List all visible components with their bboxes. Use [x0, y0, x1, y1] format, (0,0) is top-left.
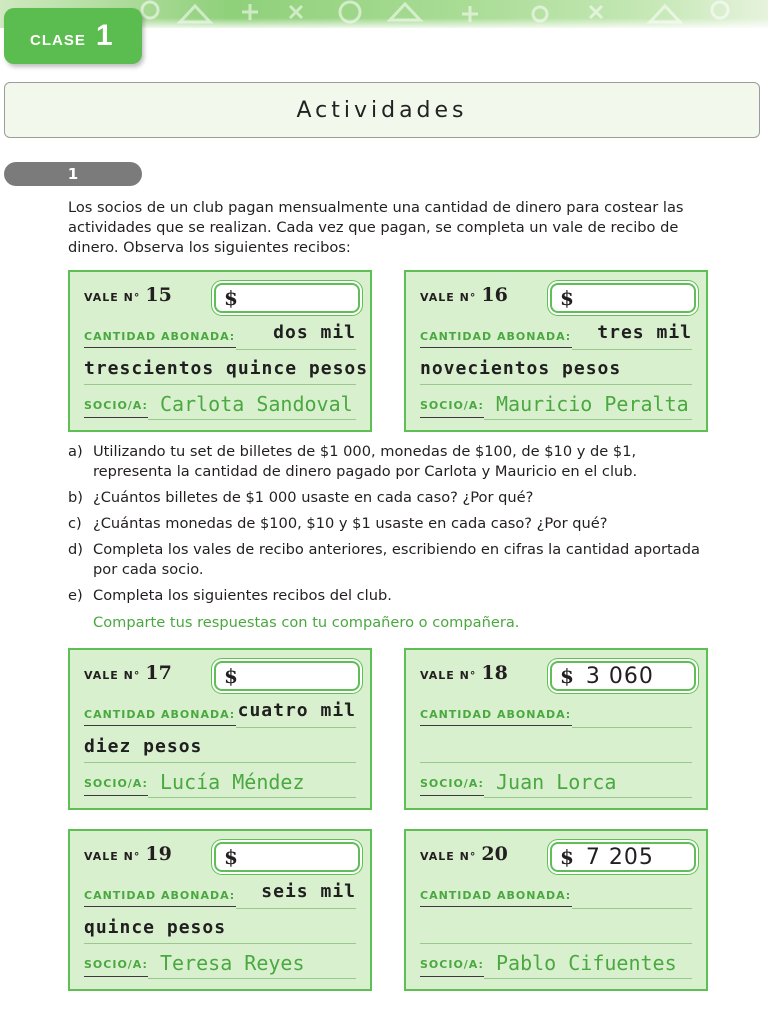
- activity-number-pill: [4, 162, 142, 186]
- question-item: [68, 514, 708, 534]
- vale-15: [68, 270, 372, 432]
- activity-number: 1: [67, 165, 79, 183]
- intro-paragraph: Los socios de un club pagan mensualmente una cantidad de dinero para costear las actividades que se realizan. Cada vez que pagan, se completa un vale de recibo de dinero. Observa los siguientes recibos:: [68, 199, 684, 256]
- question-letter: e): [68, 587, 83, 604]
- question-text: Completa los siguientes recibos del club.: [93, 587, 392, 604]
- dollar-sign: $: [224, 664, 238, 688]
- socio-label: SOCIO/A:: [420, 399, 484, 412]
- cantidad-label: CANTIDAD ABONADA:: [84, 889, 236, 902]
- amount-field[interactable]: [550, 283, 696, 313]
- clase-number: 1: [95, 19, 113, 52]
- amount-words-line2: quince pesos: [84, 917, 227, 938]
- vale-number: 15: [145, 284, 172, 306]
- socio-label: SOCIO/A:: [84, 399, 148, 412]
- amount-words-line1: seis mil: [261, 881, 356, 902]
- question-item: [68, 540, 708, 580]
- amount-field[interactable]: [214, 283, 360, 313]
- question-letter: a): [68, 443, 83, 460]
- amount-field[interactable]: [214, 661, 360, 691]
- question-text: ¿Cuántos billetes de $1 000 usaste en cada caso? ¿Por qué?: [93, 489, 534, 506]
- cantidad-label: CANTIDAD ABONADA:: [420, 330, 572, 343]
- amount-words-line1: cuatro mil: [237, 700, 356, 721]
- dollar-sign: $: [560, 286, 574, 310]
- questions-list: [68, 442, 708, 612]
- vale-20: [404, 829, 708, 991]
- socio-name: Lucía Méndez: [160, 770, 305, 794]
- cantidad-label: CANTIDAD ABONADA:: [84, 708, 236, 721]
- vale-label: VALE N°: [420, 291, 477, 304]
- dollar-sign: $: [560, 664, 574, 688]
- socio-name: Mauricio Peralta: [496, 392, 689, 416]
- vale-number: 19: [145, 843, 172, 865]
- question-text: ¿Cuántas monedas de $100, $10 y $1 usaste en cada caso? ¿Por qué?: [93, 515, 608, 532]
- socio-name: Teresa Reyes: [160, 951, 305, 975]
- question-text: Utilizando tu set de billetes de $1 000, monedas de $100, de $10 y de $1, representa la cantidad de dinero pagado por Carlota y Mauricio en el club.: [93, 443, 638, 480]
- question-item: [68, 488, 708, 508]
- share-prompt: Comparte tus respuestas con tu compañero o compañera.: [93, 614, 520, 631]
- vale-16: [404, 270, 708, 432]
- amount-words-line2: novecientos pesos: [420, 358, 622, 379]
- socio-label: SOCIO/A:: [84, 958, 148, 971]
- socio-name: Juan Lorca: [496, 770, 617, 794]
- amount-words-line1: tres mil: [597, 322, 692, 343]
- clase-label: CLASE: [30, 31, 86, 49]
- socio-label: SOCIO/A:: [420, 958, 484, 971]
- vale-17: [68, 648, 372, 810]
- vale-label: VALE N°: [84, 669, 141, 682]
- page-title: Actividades: [296, 97, 468, 123]
- vale-label: VALE N°: [420, 850, 477, 863]
- dollar-sign: $: [560, 845, 574, 869]
- cantidad-label: CANTIDAD ABONADA:: [420, 708, 572, 721]
- vale-label: VALE N°: [84, 850, 141, 863]
- amount-field[interactable]: [550, 842, 696, 872]
- question-letter: b): [68, 489, 83, 506]
- vale-number: 20: [481, 843, 508, 865]
- dollar-sign: $: [224, 286, 238, 310]
- amount-words-line2: trescientos quince pesos: [84, 358, 369, 379]
- amount-words-line1: dos mil: [273, 322, 356, 343]
- socio-name: Carlota Sandoval: [160, 392, 353, 416]
- amount-field[interactable]: [214, 842, 360, 872]
- vale-label: VALE N°: [84, 291, 141, 304]
- socio-label: SOCIO/A:: [420, 777, 484, 790]
- question-item: [68, 586, 708, 606]
- question-letter: d): [68, 541, 83, 558]
- cantidad-label: CANTIDAD ABONADA:: [84, 330, 236, 343]
- question-text: Completa los vales de recibo anteriores, escribiendo en cifras la cantidad aportada por cada socio.: [93, 541, 700, 578]
- question-item: [68, 442, 708, 482]
- question-letter: c): [68, 515, 82, 532]
- page-title-box: [4, 82, 760, 138]
- vale-number: 17: [145, 662, 172, 684]
- vale-18: [404, 648, 708, 810]
- clase-tab: [4, 8, 142, 64]
- vale-19: [68, 829, 372, 991]
- socio-name: Pablo Cifuentes: [496, 951, 677, 975]
- amount-value: 3 060: [585, 663, 654, 689]
- dollar-sign: $: [224, 845, 238, 869]
- amount-value: 7 205: [585, 844, 654, 870]
- amount-words-line2: diez pesos: [84, 736, 203, 757]
- vale-number: 18: [481, 662, 508, 684]
- vale-number: 16: [481, 284, 508, 306]
- vale-label: VALE N°: [420, 669, 477, 682]
- cantidad-label: CANTIDAD ABONADA:: [420, 889, 572, 902]
- amount-field[interactable]: [550, 661, 696, 691]
- socio-label: SOCIO/A:: [84, 777, 148, 790]
